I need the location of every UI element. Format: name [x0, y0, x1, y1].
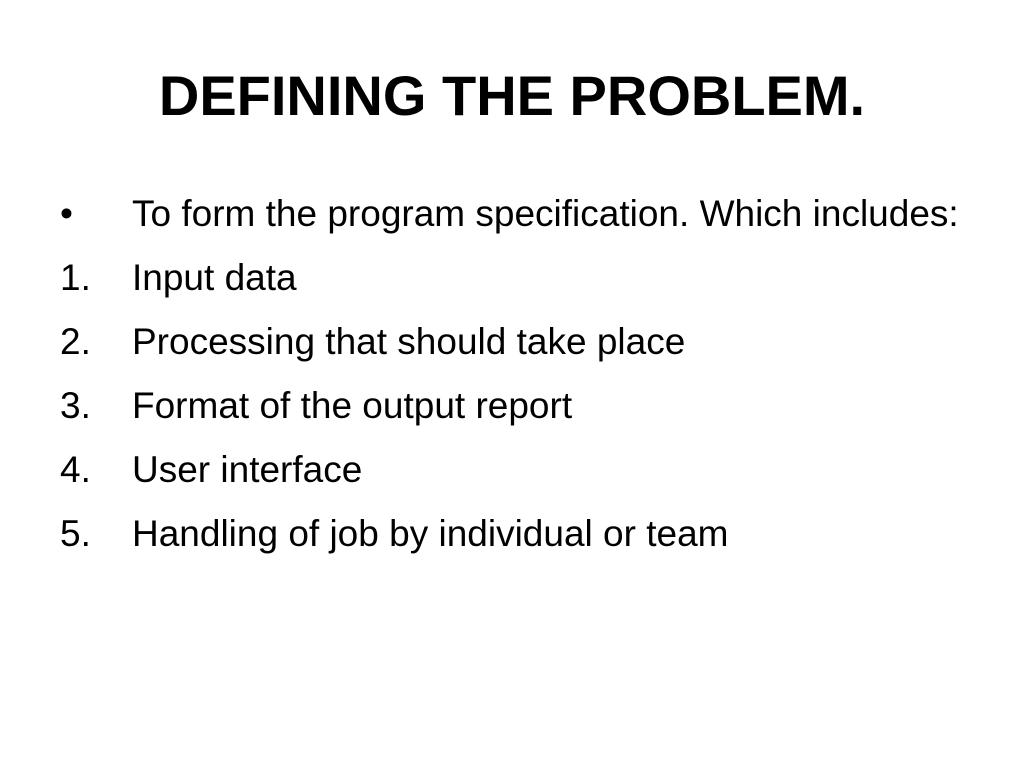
- list-number: 3.: [60, 385, 91, 426]
- list-number: 5.: [60, 513, 91, 554]
- list-number: 2.: [60, 321, 91, 362]
- slide-content: [60, 190, 980, 574]
- bullet-marker: •: [60, 193, 73, 234]
- list-item: [60, 446, 980, 494]
- list-number: 4.: [60, 449, 91, 490]
- list-item-text: Handling of job by individual or team: [132, 513, 729, 554]
- list-item-text: Input data: [132, 257, 297, 298]
- list-item: [60, 382, 980, 430]
- list-item: [60, 254, 980, 302]
- list-item: [60, 318, 980, 366]
- list-item-text: Format of the output report: [132, 385, 573, 426]
- list-item-text: User interface: [132, 449, 363, 490]
- list-item: [60, 510, 980, 558]
- list-number: 1.: [60, 257, 91, 298]
- list-item-text: Processing that should take place: [132, 321, 686, 362]
- bullet-item: [60, 190, 980, 238]
- slide-title: DEFINING THE PROBLEM.: [158, 64, 866, 127]
- bullet-text: To form the program specification. Which includes:: [132, 193, 959, 234]
